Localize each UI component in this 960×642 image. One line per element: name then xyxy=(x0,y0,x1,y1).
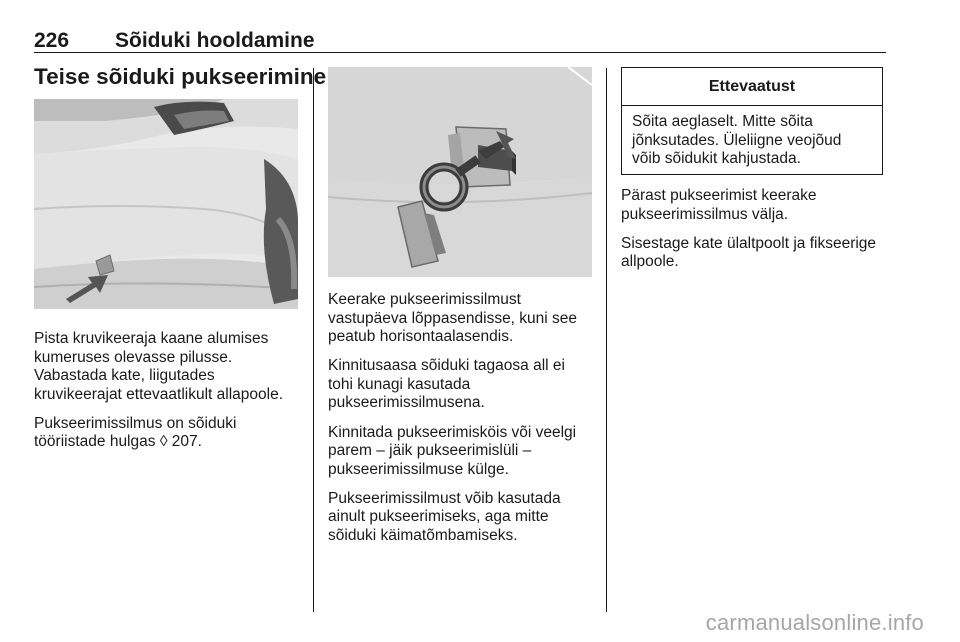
page-reference-link[interactable]: 207. xyxy=(167,433,202,451)
page-number: 226 xyxy=(34,29,70,52)
column-divider-right xyxy=(606,68,607,612)
col2-paragraph-4: Pukseerimissilmust võib kasutada ainult pukseerimiseks, aga mitte sõiduki käimatõmbamiseks. xyxy=(328,489,561,545)
watermark: carmanualsonline.info xyxy=(705,610,924,635)
col2-paragraph-3: Kinnitada pukseerimisköis või veelgi parem – jäik pukseerimislüli – pukseerimissilmuse külge. xyxy=(328,423,577,478)
col2-paragraph-2: Kinnitusaasa sõiduki tagaosa all ei tohi kunagi kasutada pukseerimissilmusena. xyxy=(328,357,565,412)
page-reference-icon: ◊ xyxy=(159,433,168,451)
page-header xyxy=(34,29,886,51)
figure-rear-bumper xyxy=(34,99,298,309)
header-rule xyxy=(34,52,886,53)
figure-towing-eye xyxy=(328,67,592,277)
col3-text xyxy=(621,187,889,282)
col3-paragraph-2: Sisestage kate ülaltpoolt ja fikseerige allpoole. xyxy=(621,234,877,271)
col3-paragraph-1: Pärast pukseerimist keerake pukseerimissilmus välja. xyxy=(621,187,817,223)
col2-paragraph-1: Keerake pukseerimissilmust vastupäeva lõppasendisse, kuni see peatub horisontaalasendis. xyxy=(328,291,578,346)
column-divider-left xyxy=(313,68,314,612)
col1-paragraph-2 xyxy=(34,415,298,452)
col1-paragraph-2-text: Pukseerimissilmus on sõiduki tööriistade hulgas xyxy=(34,414,237,451)
caution-box xyxy=(621,67,883,175)
col1-text xyxy=(34,330,298,463)
caution-title: Ettevaatust xyxy=(622,68,882,106)
section-title: Teise sõiduki pukseerimine xyxy=(34,64,327,89)
col2-text xyxy=(328,291,592,556)
chapter-title: Sõiduki hooldamine xyxy=(115,29,315,52)
caution-body: Sõita aeglaselt. Mitte sõita jõnksutades. Üleliigne veojõud võib sõidukit kahjustada. xyxy=(632,113,842,168)
col1-paragraph-1: Pista kruvikeeraja kaane alumises kumeruses olevasse pilusse. Vabastada kate, liigutades kruvikeerajat ettevaatlikult allapoole. xyxy=(34,330,283,403)
